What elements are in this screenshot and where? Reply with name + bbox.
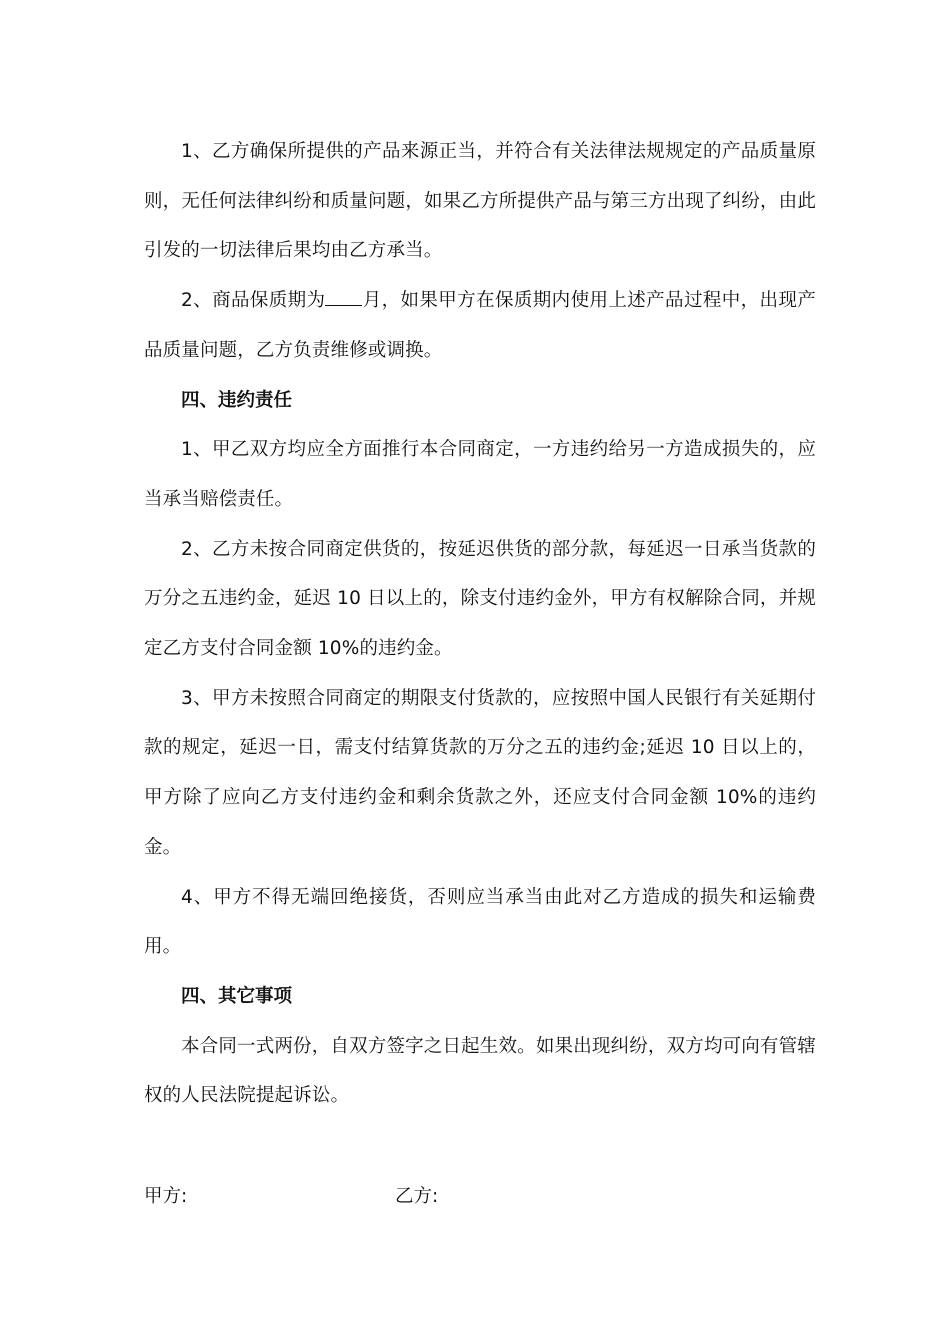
quality-clause-1: 1、乙方确保所提供的产品来源正当，并符合有关法律法规规定的产品质量原则，无任何法律纠纷和质量问题，如果乙方所提供产品与第三方出现了纠纷，由此引发的一切法律后果均由乙方承当。 — [144, 141, 816, 262]
signature-line — [144, 1177, 816, 1217]
quality-clause-2 — [144, 276, 816, 375]
breach-item-2: 2、乙方未按合同商定供货的，按延迟供货的部分款，每延迟一日承当货款的万分之五违约金，延迟 10 日以上的，除支付违约金外，甲方有权解除合同，并规定乙方支付合同金额 10%的违约金。 — [144, 538, 816, 660]
warranty-months-blank — [325, 287, 362, 306]
quality-clause-2-start: 2、商品保质期为 — [181, 290, 326, 312]
quality-clause-2-end: 月，如果甲方在保质期内使用上述产品过程中，出现产品质量问题，乙方负责维修或调换。 — [144, 290, 816, 361]
party-b-signature-label: 乙方: — [395, 1186, 439, 1207]
breach-item-4: 4、甲方不得无端回绝接货，否则应当承当由此对乙方造成的损失和运输费用。 — [144, 886, 816, 958]
party-a-signature-label: 甲方: — [144, 1186, 188, 1207]
other-heading: 四、其它事项 — [181, 985, 293, 1007]
breach-heading: 四、违约责任 — [181, 389, 293, 411]
contract-body — [144, 127, 816, 1121]
breach-item-3: 3、甲方未按照合同商定的期限支付货款的，应按照中国人民银行有关延期付款的规定，延迟一日，需支付结算货款的万分之五的违约金;延迟 10 日以上的，甲方除了应向乙方支付违约金和剩余货款之外，还应支付合同金额 10%的违约金。 — [144, 687, 816, 858]
other-text: 本合同一式两份，自双方签字之日起生效。如果出现纠纷，双方均可向有管辖权的人民法院提起诉讼。 — [144, 1035, 816, 1107]
breach-item-1: 1、甲乙双方均应全方面推行本合同商定，一方违约给另一方造成损失的，应当承当赔偿责任。 — [144, 439, 816, 510]
